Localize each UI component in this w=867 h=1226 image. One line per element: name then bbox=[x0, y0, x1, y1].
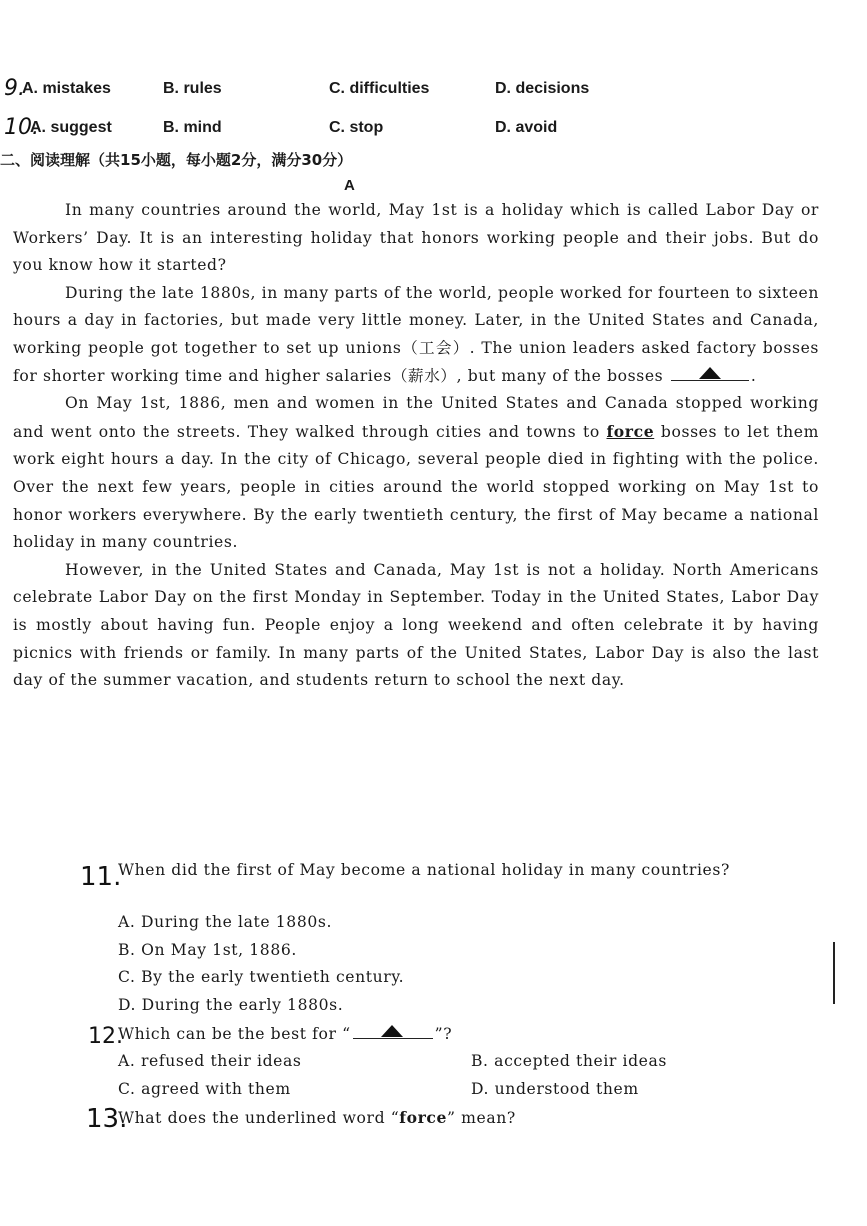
q11-option-c: C. By the early twentieth century. bbox=[118, 968, 405, 986]
paragraph-3-text-end: bosses to let them work eight hours a day. In the city of Chicago, several people died in fighting with the police. Over the next few years, people in cities around the world stopped working on May 1st to honor workers everywhere. By the early twentieth century, the first of May became a national holiday in many countries. bbox=[13, 422, 819, 552]
scan-mark bbox=[833, 942, 835, 1004]
q9-option-c: C. difficulties bbox=[329, 80, 430, 97]
question-11-text: When did the first of May become a national holiday in many countries? bbox=[118, 861, 730, 879]
reading-passage bbox=[13, 197, 819, 695]
q11-option-b: B. On May 1st, 1886. bbox=[118, 941, 297, 959]
q12-text-end: ”? bbox=[434, 1025, 453, 1043]
passage-paragraph-4: However, in the United States and Canada, May 1st is not a holiday. North Americans celebrate Labor Day on the first Monday in September. Today in the United States, Labor Day is mostly about having fun. People enjoy a long weekend and often celebrate it by having picnics with friends or family. In many parts of the United States, Labor Day is also the last day of the summer vacation, and students return to school the next day. bbox=[13, 560, 819, 690]
question-9-options bbox=[0, 76, 867, 106]
question-12-text bbox=[118, 1024, 452, 1043]
paragraph-2-end: . bbox=[750, 366, 757, 385]
q10-option-b: B. mind bbox=[163, 119, 222, 136]
section-title: 二、阅读理解（共15小题，每小题2分，满分30分） bbox=[0, 151, 353, 169]
q9-option-b: B. rules bbox=[163, 80, 222, 97]
q12-option-a: A. refused their ideas bbox=[118, 1052, 302, 1070]
question-10-options bbox=[0, 115, 867, 145]
question-9-number: 9. bbox=[4, 76, 25, 101]
q13-word: force bbox=[399, 1108, 448, 1127]
answer-blank bbox=[671, 366, 749, 381]
q10-option-a: A. suggest bbox=[30, 119, 112, 136]
passage-paragraph-2 bbox=[13, 280, 819, 390]
question-10-number: 10. bbox=[4, 115, 39, 140]
q12-answer-blank bbox=[353, 1024, 433, 1039]
passage-paragraph-1: In many countries around the world, May 1st is a holiday which is called Labor Day or Workers’ Day. It is an interesting holiday that honors working people and their jobs. But do you know how it started? bbox=[13, 201, 819, 275]
question-13-number: 13. bbox=[86, 1104, 128, 1134]
q11-option-a: A. During the late 1880s. bbox=[118, 913, 333, 931]
triangle-icon bbox=[699, 367, 721, 379]
question-12-number: 12. bbox=[88, 1024, 123, 1049]
q10-option-d: D. avoid bbox=[495, 119, 558, 136]
q10-option-c: C. stop bbox=[329, 119, 384, 136]
paragraph-3-text-start: On May 1st, 1886, men and women in the United States and Canada stopped working and went onto the streets. They walked through cities and towns to bbox=[13, 394, 819, 441]
paragraph-2-text: During the late 1880s, in many parts of the world, people worked for fourteen to sixteen hours a day in factories, but made very little money. Later, in the United States and Canada, working people got together to set up unions（工会）. The union leaders asked factory bosses for shorter working time and higher salaries（薪水）, but many of the bosses bbox=[13, 283, 819, 385]
q12-text-start: Which can be the best for “ bbox=[118, 1025, 351, 1043]
question-11-number: 11. bbox=[80, 862, 122, 892]
q11-option-d: D. During the early 1880s. bbox=[118, 996, 344, 1014]
q12-option-d: D. understood them bbox=[471, 1080, 639, 1098]
underlined-word: force bbox=[606, 421, 655, 441]
q12-option-c: C. agreed with them bbox=[118, 1080, 291, 1098]
triangle-icon bbox=[381, 1025, 403, 1037]
q13-text-start: What does the underlined word “ bbox=[118, 1109, 400, 1127]
q12-option-b: B. accepted their ideas bbox=[471, 1052, 668, 1070]
q9-option-d: D. decisions bbox=[495, 80, 590, 97]
q13-text-end: ” mean? bbox=[447, 1109, 516, 1127]
passage-paragraph-3 bbox=[13, 390, 819, 557]
q9-option-a: A. mistakes bbox=[22, 80, 111, 97]
passage-letter: A bbox=[344, 177, 355, 194]
question-13-text bbox=[118, 1108, 516, 1127]
